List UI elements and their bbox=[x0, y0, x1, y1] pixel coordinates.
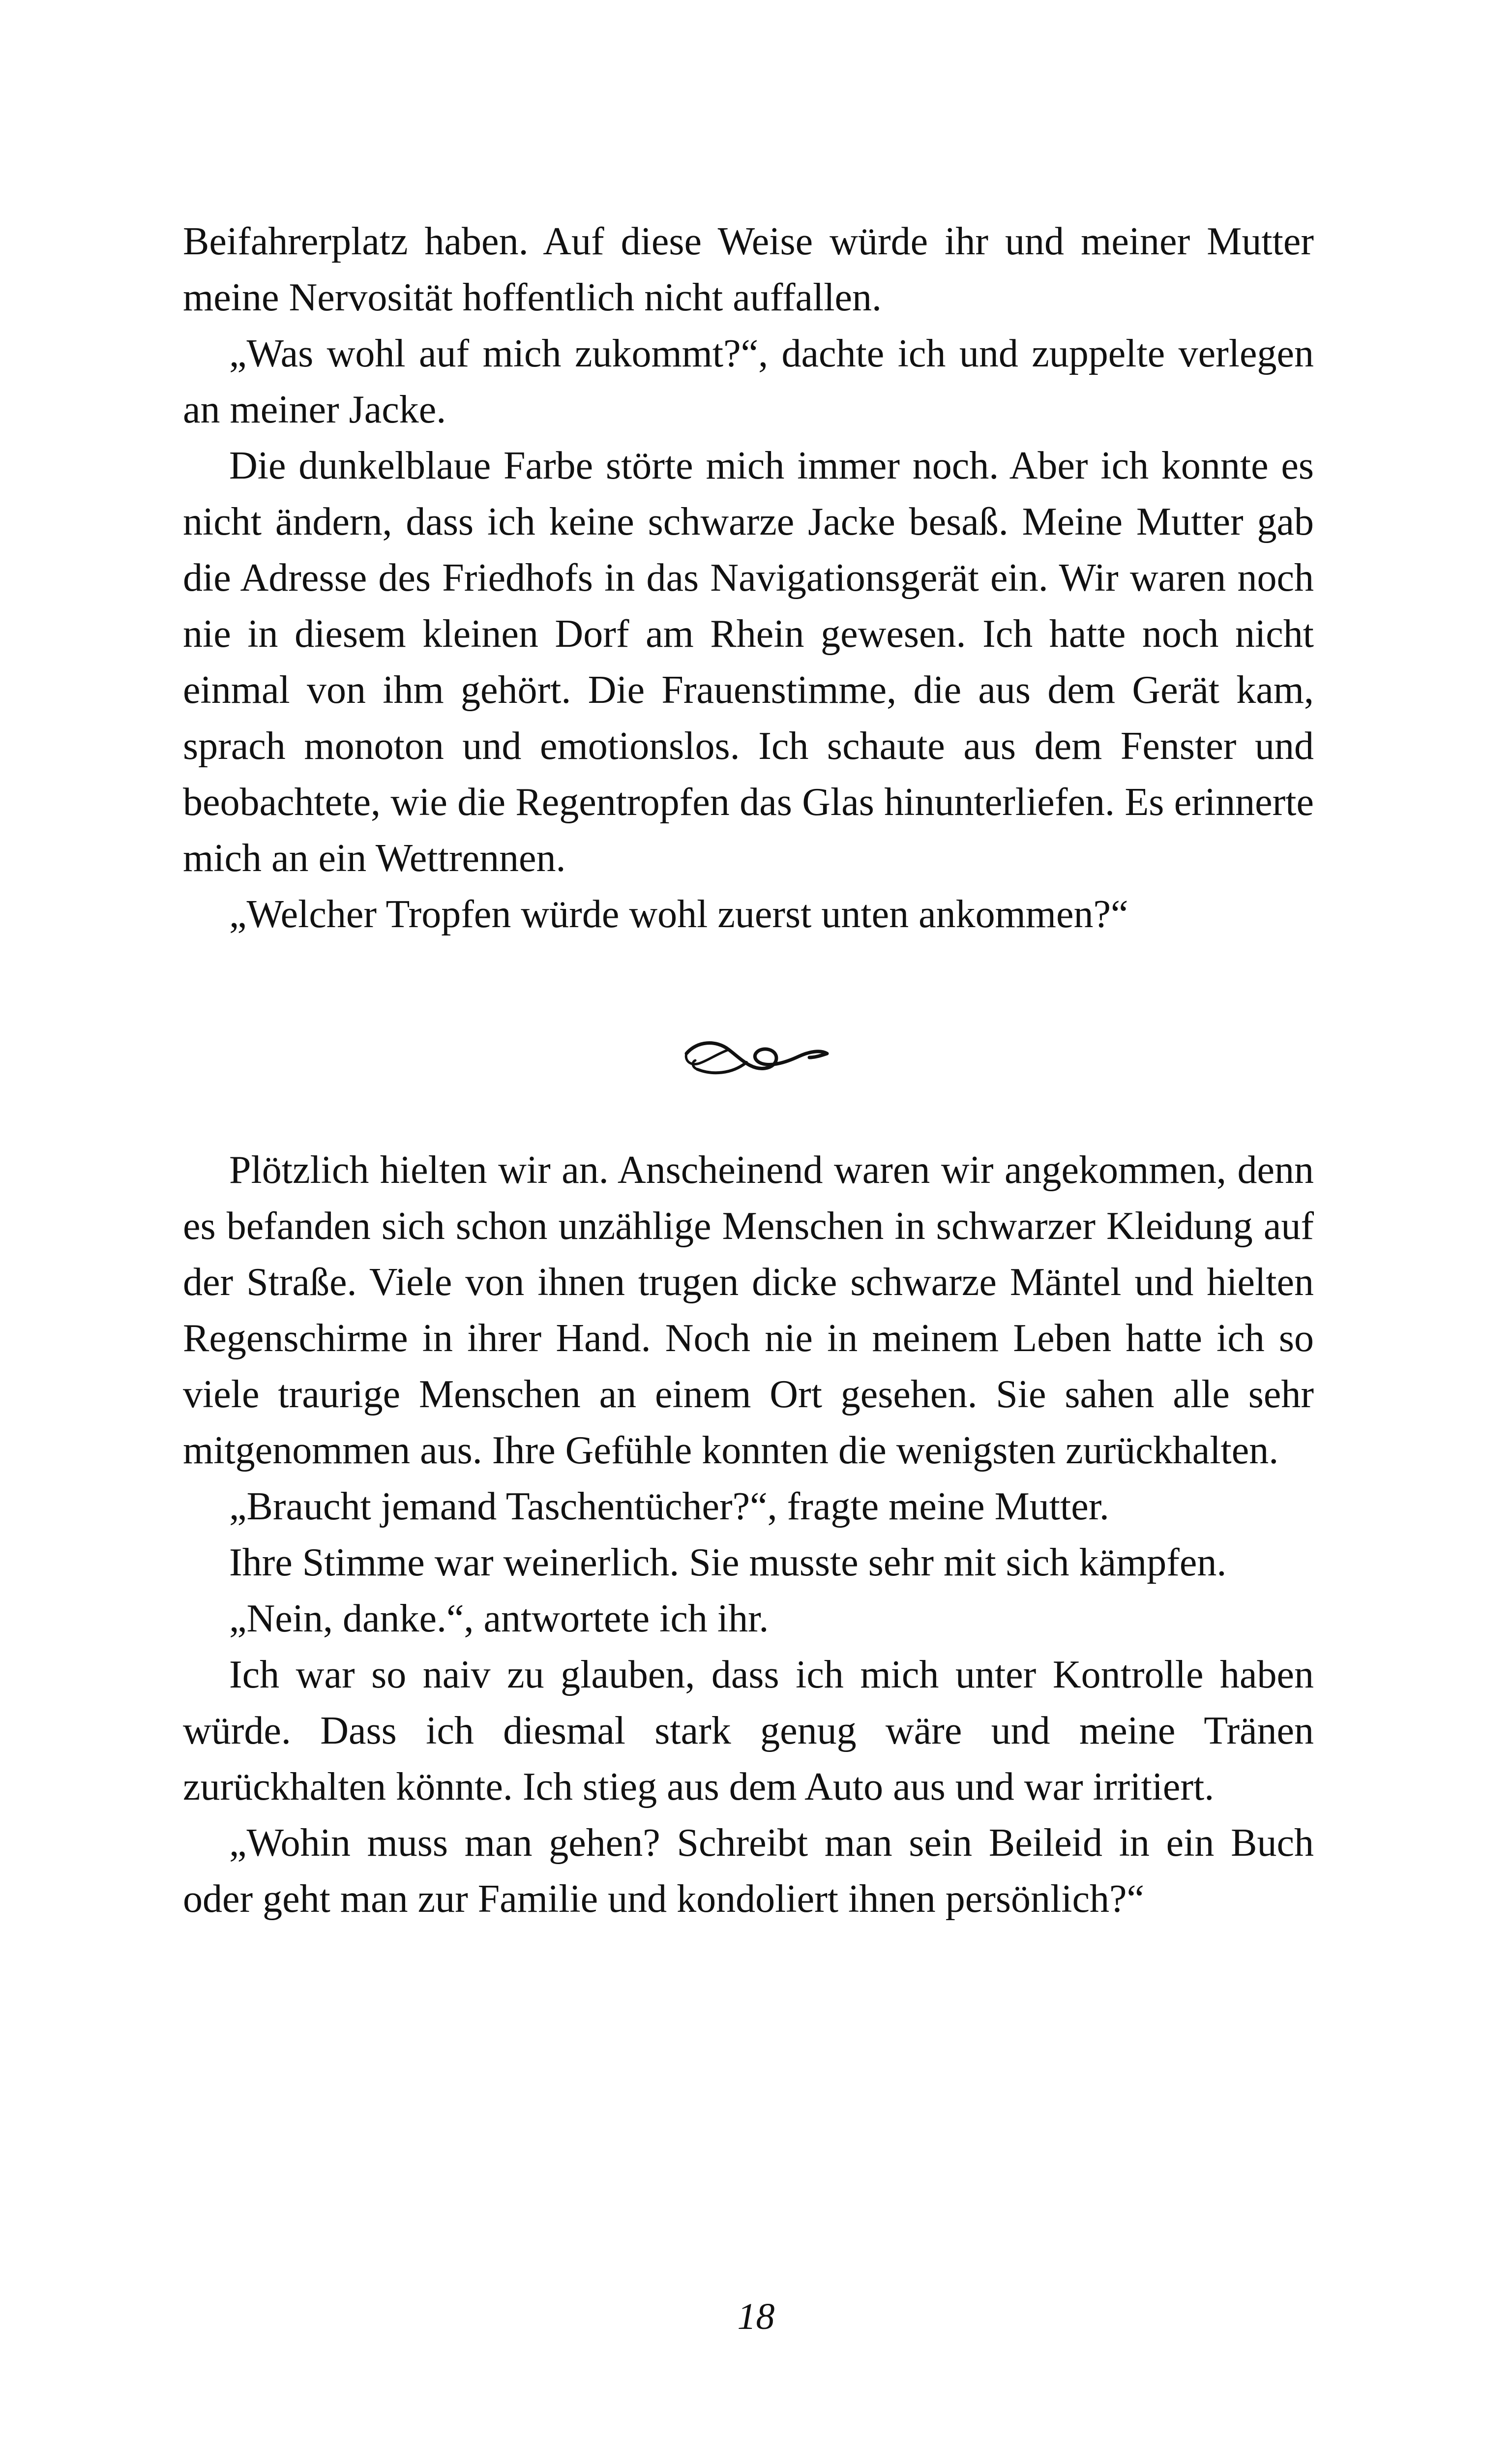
flourish-divider-icon bbox=[678, 1028, 835, 1087]
text-block-after-divider bbox=[183, 1142, 1314, 1927]
page-number: 18 bbox=[737, 2296, 775, 2337]
paragraph-continuation: Beifahrerplatz haben. Auf diese Weise würde ihr und meiner Mutter meine Nervosität hoffentlich nicht auffallen. bbox=[183, 220, 1314, 319]
paragraph: Ich war so naiv zu glauben, dass ich mich unter Kontrolle haben würde. Dass ich diesmal stark genug wäre und meine Tränen zurückhalten könnte. Ich stieg aus dem Auto aus und war irritiert. bbox=[183, 1653, 1314, 1809]
paragraph: „Wohin muss man gehen? Schreibt man sein Beileid in ein Buch oder geht man zur Familie und kondoliert ihnen persönlich?“ bbox=[183, 1821, 1314, 1921]
paragraph: Plötzlich hielten wir an. Anscheinend waren wir angekommen, denn es befanden sich schon unzählige Menschen in schwarzer Kleidung auf der Straße. Viele von ihnen trugen dicke schwarze Mäntel und hielten Regenschirme in ihrer Hand. Noch nie in meinem Leben hatte ich so viele traurige Menschen an einem Ort gesehen. Sie sahen alle sehr mitgenommen aus. Ihre Gefühle konnten die wenigsten zurückhalten. bbox=[183, 1148, 1314, 1472]
paragraph: „Was wohl auf mich zukommt?“, dachte ich und zuppelte verlegen an meiner Jacke. bbox=[183, 332, 1314, 431]
paragraph: „Braucht jemand Taschentücher?“, fragte meine Mutter. bbox=[229, 1485, 1109, 1528]
paragraph: „Welcher Tropfen würde wohl zuerst unten ankommen?“ bbox=[229, 893, 1128, 936]
paragraph: Die dunkelblaue Farbe störte mich immer noch. Aber ich konnte es nicht ändern, dass ich keine schwarze Jacke besaß. Meine Mutter gab die Adresse des Friedhofs in das Navigationsgerät ein. Wir waren noch nie in diesem kleinen Dorf am Rhein gewesen. Ich hatte noch nicht einmal von ihm gehört. Die Frauenstimme, die aus dem Gerät kam, sprach monoton und emotionslos. Ich schaute aus dem Fenster und beobachtete, wie die Regentropfen das Glas hinunterliefen. Es erinnerte mich an ein Wettrennen. bbox=[183, 444, 1314, 880]
text-block-before-divider bbox=[183, 213, 1314, 942]
paragraph: Ihre Stimme war weinerlich. Sie musste sehr mit sich kämpfen. bbox=[229, 1541, 1227, 1584]
paragraph: „Nein, danke.“, antwortete ich ihr. bbox=[229, 1597, 769, 1640]
